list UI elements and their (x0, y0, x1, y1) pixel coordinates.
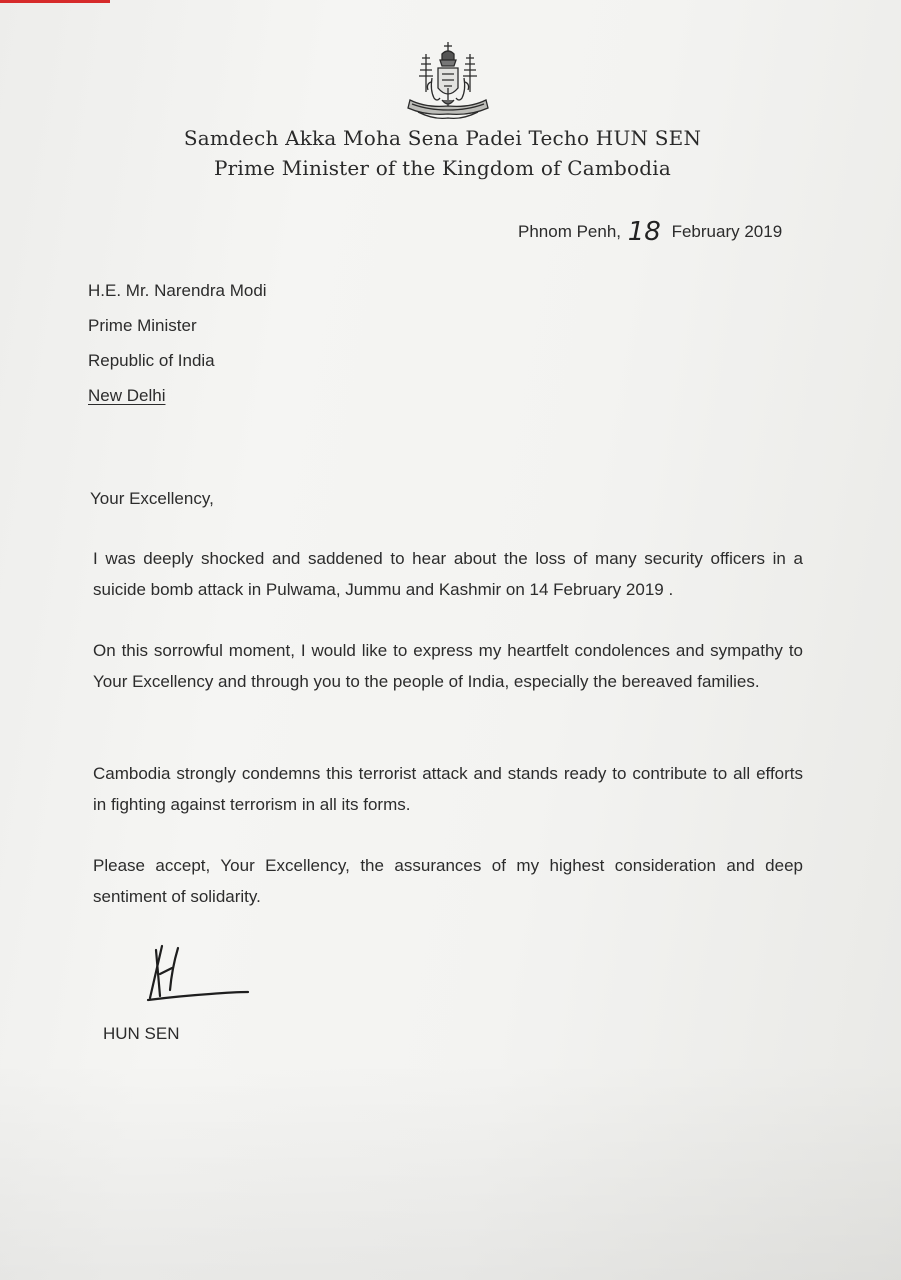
sender-name-heading: Samdech Akka Moha Sena Padei Techo HUN SEN (183, 126, 702, 150)
date-day: 18 (627, 217, 661, 247)
body-paragraph-4: Please accept, Your Excellency, the assurances of my highest consideration and deep sentiment of solidarity. (93, 856, 803, 906)
signatory-name: HUN SEN (103, 1024, 180, 1043)
date-place: Phnom Penh, (518, 222, 622, 241)
date-month-year: February 2019 (671, 222, 783, 241)
body-paragraph-2: On this sorrowful moment, I would like to express my heartfelt condolences and sympathy to Your Excellency and through you to the people of India, especially the bereaved families. (93, 641, 803, 691)
paper-shadow (0, 1060, 901, 1280)
recipient-city: New Delhi (88, 386, 166, 405)
recipient-country: Republic of India (88, 351, 215, 370)
letter-date (518, 214, 783, 247)
body-paragraph-1: I was deeply shocked and saddened to hear about the loss of many security officers in a suicide bomb attack in Pulwama, Jummu and Kashmir on 14 February 2019 . (93, 549, 803, 599)
salutation: Your Excellency, (90, 489, 214, 508)
sender-title-heading: Prime Minister of the Kingdom of Cambodia (213, 156, 672, 180)
royal-coat-of-arms-icon (404, 38, 492, 124)
body-paragraph-3: Cambodia strongly condemns this terrorist attack and stands ready to contribute to all efforts in fighting against terrorism in all its forms. (93, 764, 803, 814)
recipient-position: Prime Minister (88, 316, 197, 335)
handwritten-signature-icon (140, 938, 255, 1004)
recipient-name: H.E. Mr. Narendra Modi (88, 281, 267, 300)
red-edge-strip (0, 0, 110, 3)
